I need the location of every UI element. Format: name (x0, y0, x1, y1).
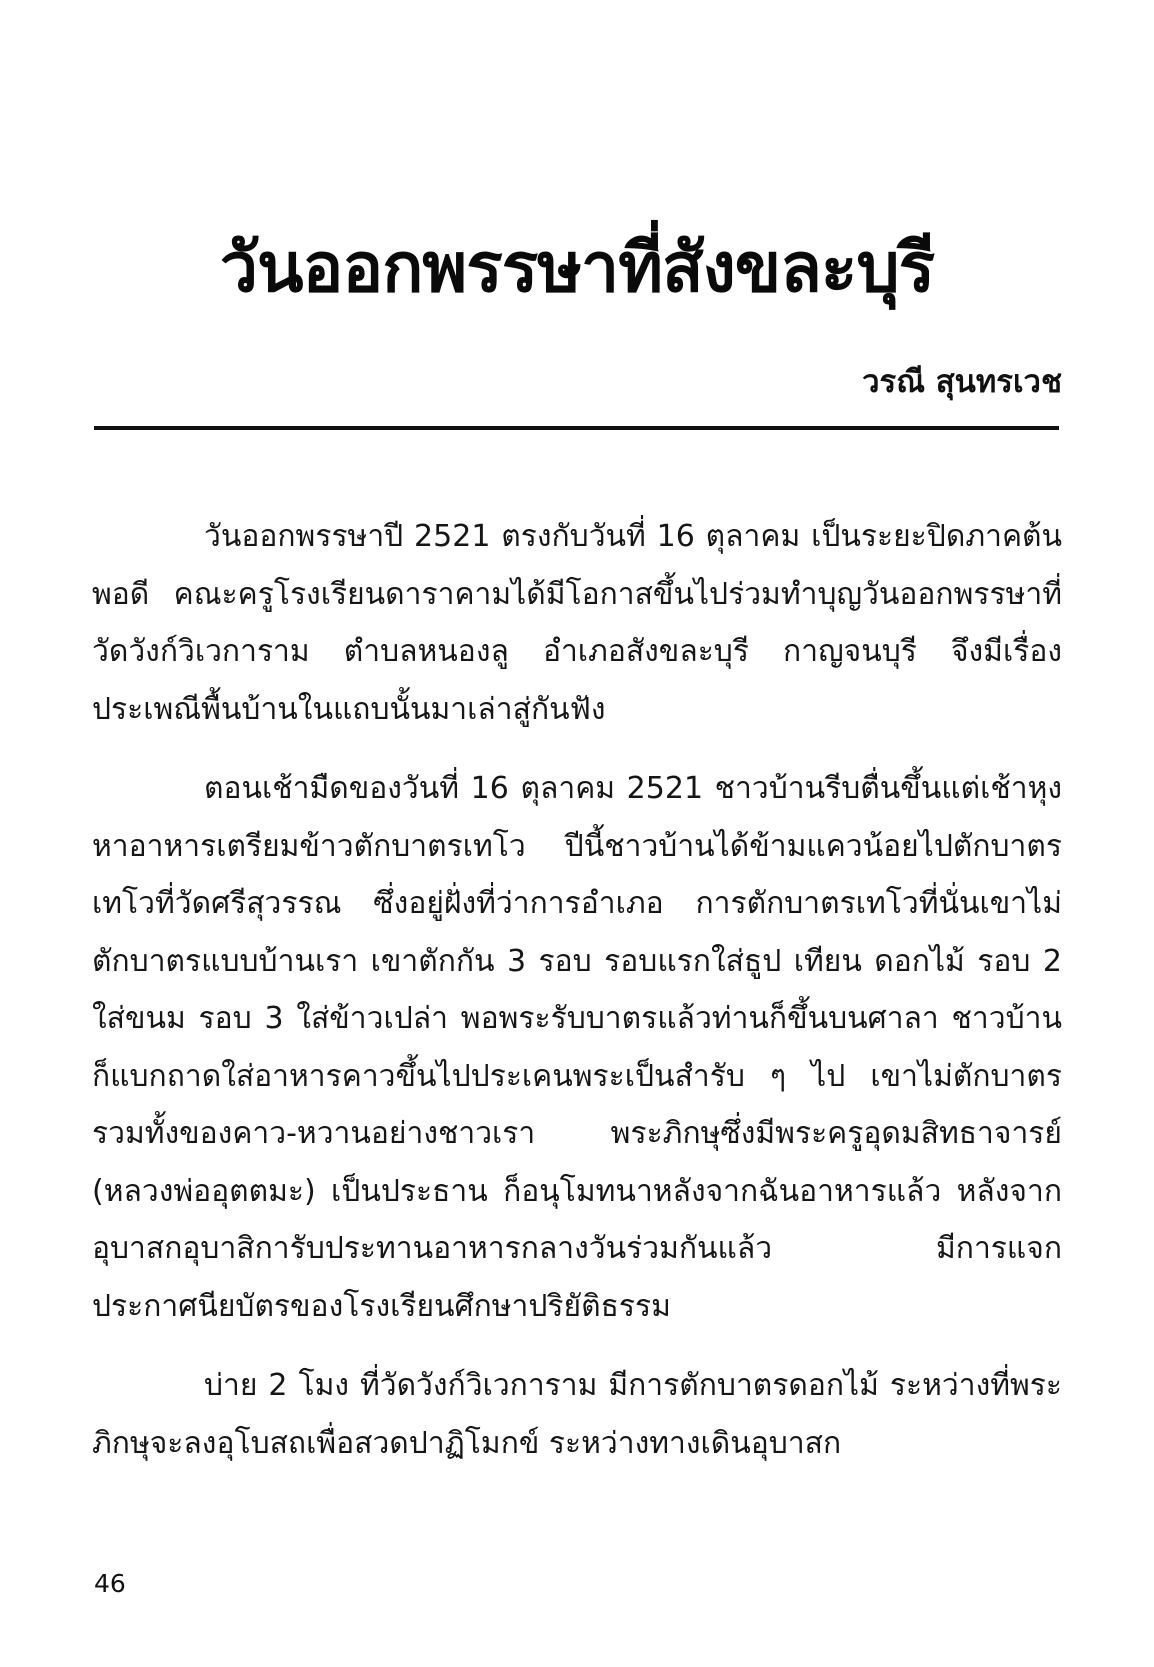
author-name: วรณี สุนทรเวช (862, 364, 1062, 400)
article-body (92, 508, 1062, 1494)
article-title: วันออกพรรษาที่สังขละบุรี (219, 229, 935, 308)
paragraph-2: ตอนเช้ามืดของวันที่ 16 ตุลาคม 2521 ชาวบ้านรีบตื่นขึ้นแต่เช้าหุงหาอาหารเตรียมข้าวตักบาตรเทโว ปีนี้ชาวบ้านได้ข้ามแควน้อยไปตักบาตรเทโวที่วัดศรีสุวรรณ ซึ่งอยู่ฝั่งที่ว่าการอำเภอ การตักบาตรเทโวที่นั่นเขาไม่ตักบาตรแบบบ้านเรา เขาตักกัน 3 รอบ รอบแรกใส่ธูป เทียน ดอกไม้ รอบ 2 ใส่ขนม รอบ 3 ใส่ข้าวเปล่า พอพระรับบาตรแล้วท่านก็ขึ้นบนศาลา ชาวบ้านก็แบกถาดใส่อาหารคาวขึ้นไปประเคนพระเป็นสำรับ ๆ ไป เขาไม่ตักบาตรรวมทั้งของคาว-หวานอย่างชาวเรา พระภิกษุซึ่งมีพระครูอุดมสิทธาจารย์ (หลวงพ่ออุตตมะ) เป็นประธาน ก็อนุโมทนาหลังจากฉันอาหารแล้ว หลังจากอุบาสกอุบาสิการับประทานอาหารกลางวันร่วมกันแล้ว มีการแจกประกาศนียบัตรของโรงเรียนศึกษาปริยัติธรรม (92, 771, 1062, 1324)
page-number: 46 (94, 1569, 126, 1598)
paragraph-1: วันออกพรรษาปี 2521 ตรงกับวันที่ 16 ตุลาคม เป็นระยะปิดภาคต้นพอดี คณะครูโรงเรียนดาราคามได้มีโอกาสขึ้นไปร่วมทำบุญวันออกพรรษาที่วัดวังก์วิเวการาม ตำบลหนองลู อำเภอสังขละบุรี กาญจนบุรี จึงมีเรื่องประเพณีพื้นบ้านในแถบนั้นมาเล่าสู่กันฟัง (92, 519, 1062, 727)
paragraph-3: บ่าย 2 โมง ที่วัดวังก์วิเวการาม มีการตักบาตรดอกไม้ ระหว่างที่พระภิกษุจะลงอุโบสถเพื่อสวดปาฏิโมกข์ ระหว่างทางเดินอุบาสก (92, 1368, 1062, 1461)
title-divider (94, 426, 1059, 430)
